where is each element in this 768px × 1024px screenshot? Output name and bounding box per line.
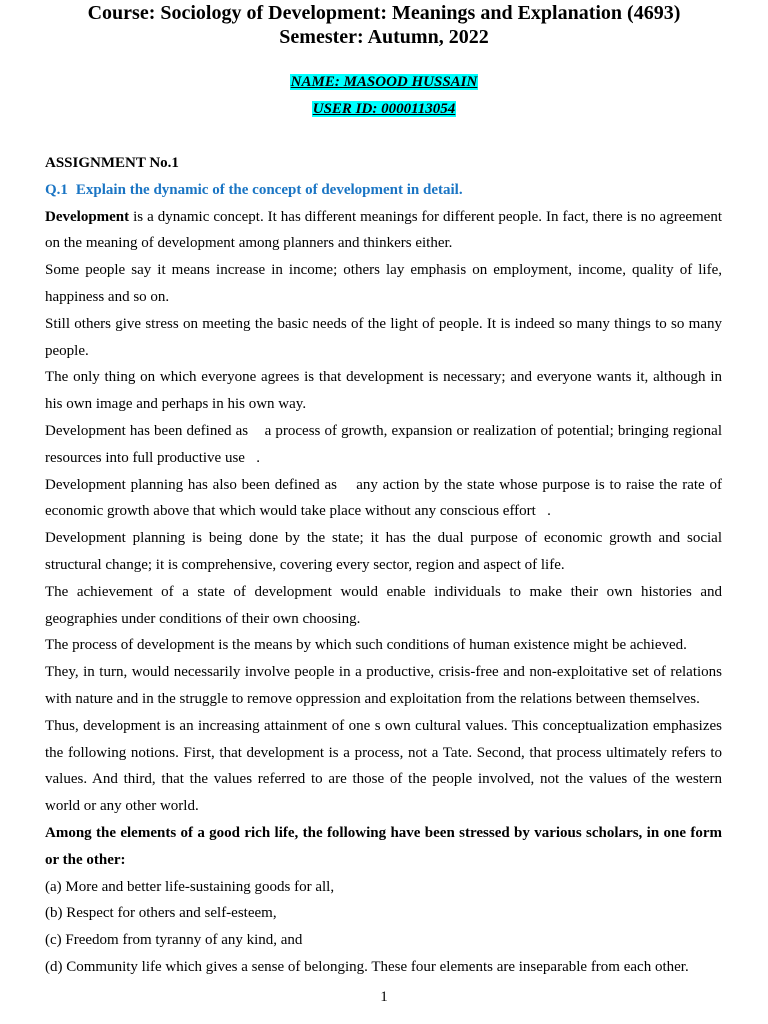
list-item: (b) Respect for others and self-esteem,	[45, 905, 277, 922]
list-item: (d) Community life which gives a sense of belonging. These four elements are inseparable from each other.	[45, 958, 689, 975]
question-number: Q.1	[45, 181, 68, 198]
paragraph-3: Still others give stress on meeting the basic needs of the light of people. It is indeed so many things to so many people.	[45, 315, 722, 359]
question-heading	[45, 177, 722, 204]
paragraph-10: They, in turn, would necessarily involve people in a productive, crisis-free and non-exploitative set of relations with nature and in the struggle to remove oppression and exploitation from the relations between themselves.	[45, 664, 722, 707]
semester-title: Semester: Autumn, 2022	[279, 26, 489, 48]
assignment-heading: ASSIGNMENT No.1	[45, 155, 179, 171]
user-id: USER ID: 0000113054	[312, 101, 456, 117]
paragraph-1	[45, 204, 722, 258]
paragraph-1-lead: Development	[45, 208, 130, 225]
paragraph-11: Thus, development is an increasing attainment of one s own cultural values. This conceptualization emphasizes the following notions. First, that development is a process, not a Tate. Second, that process ultimately refers to values. And third, that the values referred to are those of the people involved, not the values of the western world or any other world.	[45, 717, 722, 815]
paragraph-1-text: is a dynamic concept. It has different meanings for different people. In fact, there is no agreement on the meaning of development among planners and thinkers either.	[45, 208, 722, 252]
student-name: NAME: MASOOD HUSSAIN	[290, 74, 478, 90]
paragraph-8: The achievement of a state of development would enable individuals to make their own histories and geographies under conditions of their own choosing.	[45, 583, 722, 627]
paragraph-12: Among the elements of a good rich life, the following have been stressed by various scholars, in one form or the other:	[45, 824, 722, 868]
question-text: Explain the dynamic of the concept of development in detail.	[75, 181, 463, 198]
user-id-line	[0, 100, 768, 119]
paragraph-6: Development planning has also been defined as any action by the state whose purpose is to raise the rate of economic growth above that which would take place without any conscious effort .	[45, 476, 726, 520]
student-name-line	[0, 73, 768, 92]
paragraph-7: Development planning is being done by the state; it has the dual purpose of economic growth and social structural change; it is comprehensive, covering every sector, region and aspect of life.	[45, 530, 722, 573]
paragraph-9: The process of development is the means by which such conditions of human existence might be achieved.	[45, 637, 687, 654]
page-number: 1	[380, 989, 388, 1005]
list-item: (c) Freedom from tyranny of any kind, and	[45, 932, 303, 949]
list-item: (a) More and better life-sustaining goods for all,	[45, 878, 335, 895]
paragraph-4: The only thing on which everyone agrees is that development is necessary; and everyone wants it, although in his own image and perhaps in his own way.	[45, 369, 722, 413]
paragraph-5: Development has been defined as a process of growth, expansion or realization of potential; bringing regional resources into full productive use .	[45, 422, 726, 466]
paragraph-2: Some people say it means increase in income; others lay emphasis on employment, income, quality of life, happiness and so on.	[45, 262, 722, 305]
document-body	[45, 150, 726, 981]
course-title: Course: Sociology of Development: Meanings and Explanation (4693)	[87, 2, 681, 24]
